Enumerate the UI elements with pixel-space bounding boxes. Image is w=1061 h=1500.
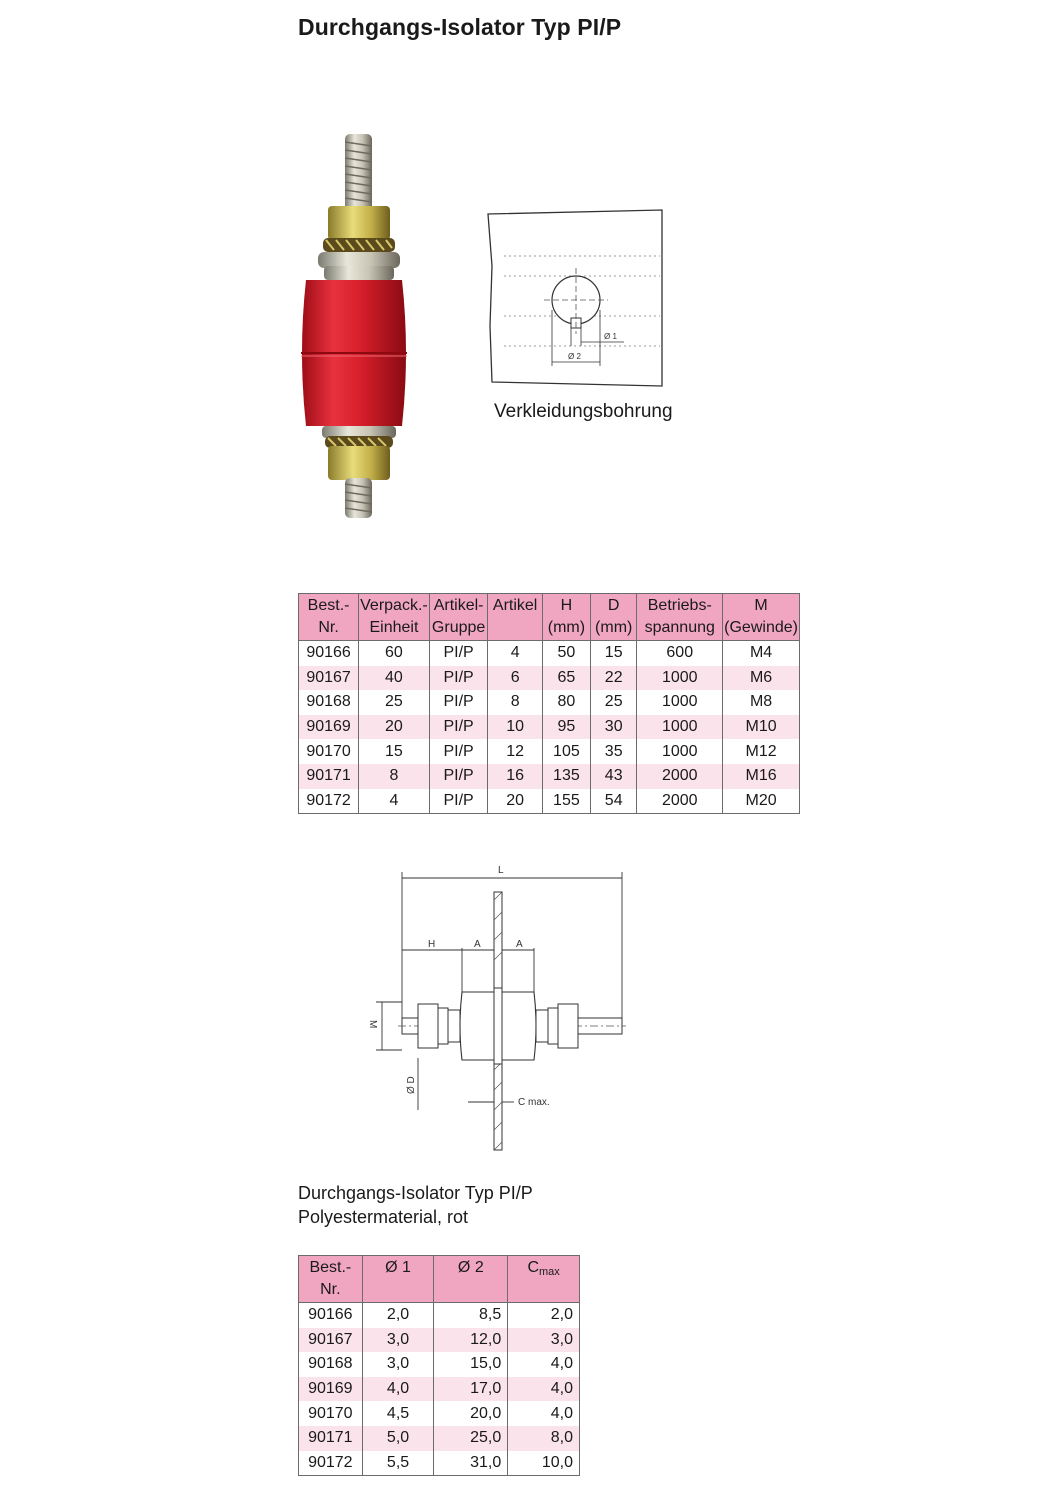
label-A-right: A bbox=[516, 939, 523, 950]
bore-table bbox=[298, 1255, 580, 1476]
table-row: 90166 60 PI/P 4 50 15 600 M4 bbox=[299, 641, 800, 666]
table-row: 90172 4 PI/P 20 155 54 2000 M20 bbox=[299, 789, 800, 814]
label-C: C max. bbox=[518, 1097, 550, 1108]
header-cell: Betriebs- spannung bbox=[637, 594, 723, 641]
header-cell: Artikel bbox=[488, 594, 542, 641]
table-row: 90171 8 PI/P 16 135 43 2000 M16 bbox=[299, 764, 800, 789]
table-row: 90168 3,0 15,0 4,0 bbox=[299, 1352, 580, 1377]
table-row: 90167 3,0 12,0 3,0 bbox=[299, 1328, 580, 1353]
table-row: 90172 5,5 31,0 10,0 bbox=[299, 1451, 580, 1476]
header-cell: Ø 2 bbox=[434, 1256, 508, 1303]
caption-line-2: Polyestermaterial, rot bbox=[298, 1207, 469, 1227]
caption-line-1: Durchgangs-Isolator Typ PI/P bbox=[298, 1183, 533, 1203]
table-header-row bbox=[299, 594, 800, 641]
insulator-photo bbox=[290, 128, 418, 523]
table-row: 90171 5,0 25,0 8,0 bbox=[299, 1426, 580, 1451]
label-d1: Ø 1 bbox=[604, 332, 617, 341]
header-cell: Best.- Nr. bbox=[299, 594, 359, 641]
table-header-row bbox=[299, 1256, 580, 1303]
label-d2: Ø 2 bbox=[568, 352, 581, 361]
label-L: L bbox=[498, 865, 504, 876]
label-M: M bbox=[367, 1020, 378, 1029]
label-D: Ø D bbox=[406, 1076, 417, 1094]
header-cell: D (mm) bbox=[591, 594, 637, 641]
table-row: 90167 40 PI/P 6 65 22 1000 M6 bbox=[299, 666, 800, 691]
label-H: H bbox=[428, 939, 436, 950]
header-cell: $C_{max}$ bbox=[508, 1256, 580, 1303]
header-cell: Verpack.- Einheit bbox=[359, 594, 430, 641]
table-row: 90168 25 PI/P 8 80 25 1000 M8 bbox=[299, 690, 800, 715]
table-row: 90169 20 PI/P 10 95 30 1000 M10 bbox=[299, 715, 800, 740]
table-row: 90166 2,0 8,5 2,0 bbox=[299, 1303, 580, 1328]
label-A-left: A bbox=[474, 939, 481, 950]
header-cell: Artikel- Gruppe bbox=[429, 594, 488, 641]
product-caption bbox=[298, 1181, 533, 1229]
drilling-caption: Verkleidungsbohrung bbox=[494, 401, 673, 422]
drilling-diagram bbox=[484, 206, 670, 390]
dimension-drawing bbox=[362, 860, 642, 1160]
table-row: 90169 4,0 17,0 4,0 bbox=[299, 1377, 580, 1402]
table-row: 90170 15 PI/P 12 105 35 1000 M12 bbox=[299, 739, 800, 764]
page-title: Durchgangs-Isolator Typ PI/P bbox=[298, 14, 622, 40]
header-cell: H (mm) bbox=[542, 594, 590, 641]
table-row: 90170 4,5 20,0 4,0 bbox=[299, 1401, 580, 1426]
spec-table bbox=[298, 593, 800, 814]
header-cell: M (Gewinde) bbox=[723, 594, 800, 641]
header-cell: Ø 1 bbox=[362, 1256, 434, 1303]
header-cell: Best.- Nr. bbox=[299, 1256, 363, 1303]
